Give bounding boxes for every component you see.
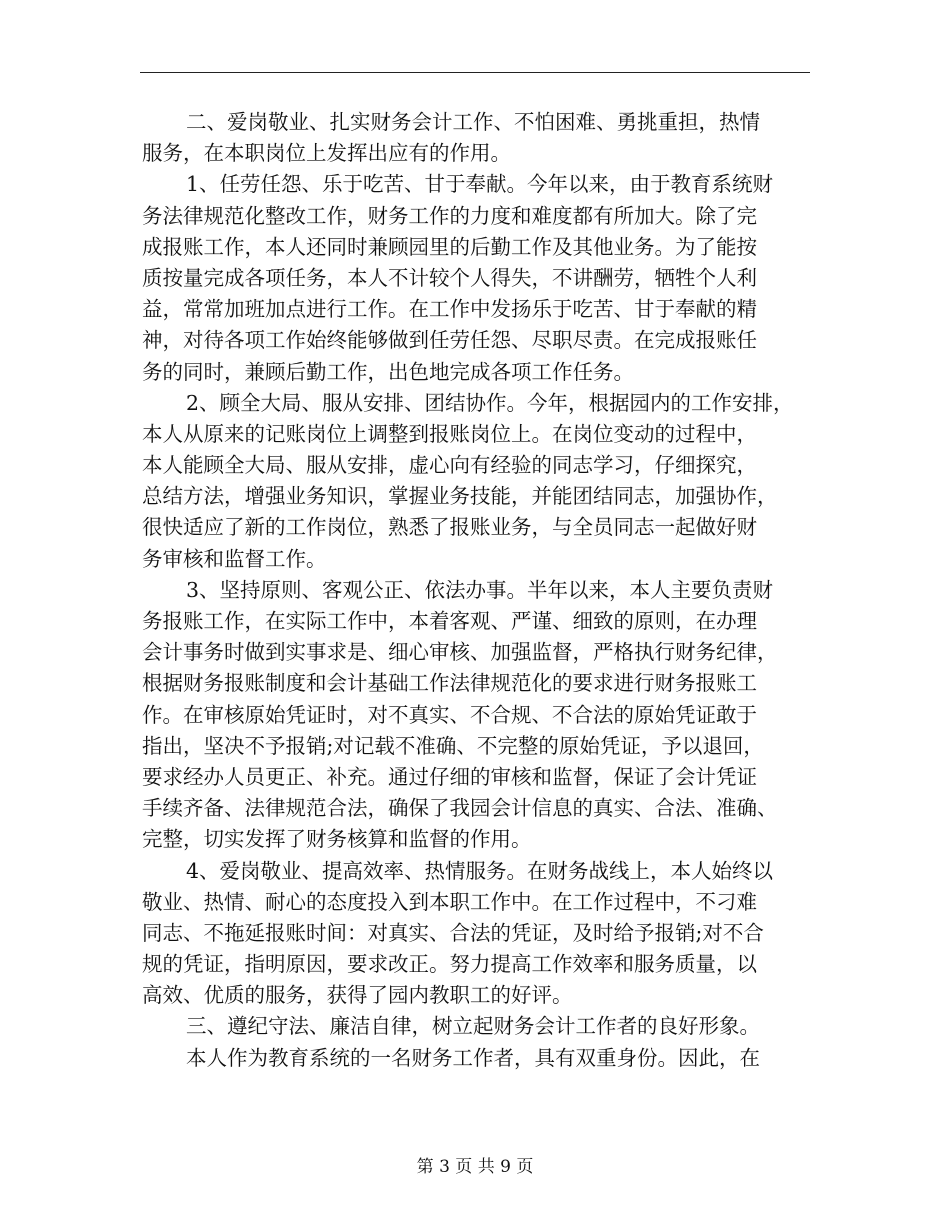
text-line: 同志、不拖延报账时间：对真实、合法的凭证，及时给予报销;对不合 xyxy=(142,920,764,945)
page-number-footer: 第 3 页 共 9 页 xyxy=(416,1157,534,1177)
text-line: 很快适应了新的工作岗位，熟悉了报账业务，与全员同志一起做好财 xyxy=(142,515,757,540)
text-line: 三、遵纪守法、廉洁自律，树立起财务会计工作者的良好形象。 xyxy=(186,1014,760,1039)
text-line: 务的同时，兼顾后勤工作，出色地完成各项工作任务。 xyxy=(142,359,634,384)
text-line: 神，对待各项工作始终能够做到任劳任怨、尽职尽责。在完成报账任 xyxy=(142,328,757,353)
text-line: 二、爱岗敬业、扎实财务会计工作、不怕困难、勇挑重担，热情 xyxy=(186,110,760,134)
text-line: 2、顾全大局、服从安排、团结协作。今年，根据园内的工作安排， xyxy=(186,390,794,415)
text-line: 本人能顾全大局、服从安排，虚心向有经验的同志学习，仔细探究， xyxy=(142,453,757,478)
text-line: 务法律规范化整改工作，财务工作的力度和难度都有所加大。除了完 xyxy=(142,203,757,228)
text-line: 服务，在本职岗位上发挥出应有的作用。 xyxy=(142,141,511,166)
text-line: 手续齐备、法律规范合法，确保了我园会计信息的真实、合法、准确、 xyxy=(142,796,778,821)
text-line: 1、任劳任怨、乐于吃苦、甘于奉献。今年以来，由于教育系统财 xyxy=(186,172,774,197)
text-line: 本人作为教育系统的一名财务工作者，具有双重身份。因此，在 xyxy=(186,1045,760,1070)
text-line: 敬业、热情、耐心的态度投入到本职工作中。在工作过程中，不刁难 xyxy=(142,889,757,914)
text-line: 质按量完成各项任务，本人不计较个人得失，不讲酬劳，牺牲个人利 xyxy=(142,265,757,290)
text-line: 益，常常加班加点进行工作。在工作中发扬乐于吃苦、甘于奉献的精 xyxy=(142,297,757,322)
text-line: 务报账工作，在实际工作中，本着客观、严谨、细致的原则，在办理 xyxy=(142,609,757,633)
text-line: 4、爱岗敬业、提高效率、热情服务。在财务战线上，本人始终以 xyxy=(186,858,774,883)
text-line: 总结方法，增强业务知识，掌握业务技能，并能团结同志，加强协作， xyxy=(142,484,778,509)
text-line: 规的凭证，指明原因，要求改正。努力提高工作效率和服务质量，以 xyxy=(142,952,757,977)
text-line: 作。在审核原始凭证时，对不真实、不合规、不合法的原始凭证敢于 xyxy=(142,702,757,727)
text-line: 成报账工作，本人还同时兼顾园里的后勤工作及其他业务。为了能按 xyxy=(142,234,757,259)
text-line: 指出，坚决不予报销;对记载不准确、不完整的原始凭证，予以退回， xyxy=(142,733,764,758)
body-text xyxy=(142,107,822,1074)
text-line: 会计事务时做到实事求是、细心审核、加强监督，严格执行财务纪律， xyxy=(142,640,778,665)
text-line: 本人从原来的记账岗位上调整到报账岗位上。在岗位变动的过程中， xyxy=(142,421,757,446)
text-line: 高效、优质的服务，获得了园内教职工的好评。 xyxy=(142,983,573,1008)
text-line: 3、坚持原则、客观公正、依法办事。半年以来，本人主要负责财 xyxy=(186,577,774,602)
text-line: 根据财务报账制度和会计基础工作法律规范化的要求进行财务报账工 xyxy=(142,671,757,696)
text-line: 完整，切实发挥了财务核算和监督的作用。 xyxy=(142,827,532,852)
text-line: 要求经办人员更正、补充。通过仔细的审核和监督，保证了会计凭证 xyxy=(142,764,757,789)
text-line: 务审核和监督工作。 xyxy=(142,546,327,571)
header-rule xyxy=(140,72,810,73)
